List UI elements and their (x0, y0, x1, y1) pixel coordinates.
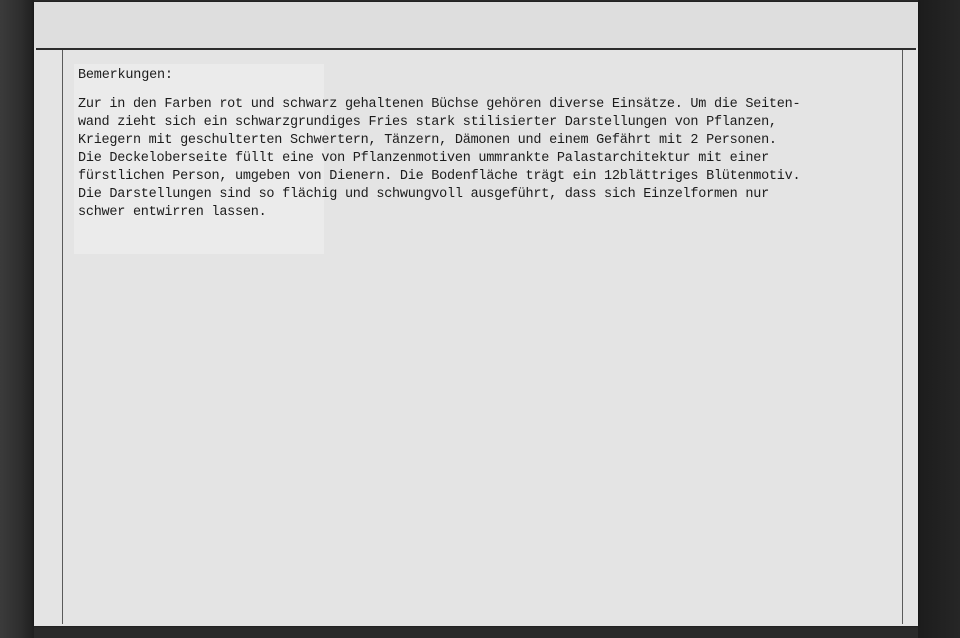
background-right (918, 0, 960, 638)
remarks-line: Die Darstellungen sind so flächig und schwungvoll ausgeführt, dass sich Einzelformen nur (78, 187, 769, 202)
remarks-line: wand zieht sich ein schwarzgrundiges Fries stark stilisierter Darstellungen von Pflanzen, (78, 115, 777, 130)
remarks-heading: Bemerkungen: (78, 68, 173, 83)
remarks-text (78, 96, 908, 222)
index-card (34, 2, 918, 626)
remarks-line: schwer entwirren lassen. (78, 205, 267, 220)
remarks-line: fürstlichen Person, umgeben von Dienern. Die Bodenfläche trägt ein 12blättriges Blütenmotiv. (78, 169, 801, 184)
card-horizontal-rule (36, 48, 916, 50)
remarks-line: Kriegern mit geschulterten Schwertern, Tänzern, Dämonen und einem Gefährt mit 2 Personen. (78, 133, 777, 148)
card-left-margin-rule (62, 50, 63, 624)
card-header-strip (34, 2, 918, 48)
background-left (0, 0, 34, 638)
remarks-line: Die Deckeloberseite füllt eine von Pflanzenmotiven ummrankte Palastarchitektur mit einer (78, 151, 769, 166)
remarks-line: Zur in den Farben rot und schwarz gehaltenen Büchse gehören diverse Einsätze. Um die Seiten- (78, 97, 801, 112)
